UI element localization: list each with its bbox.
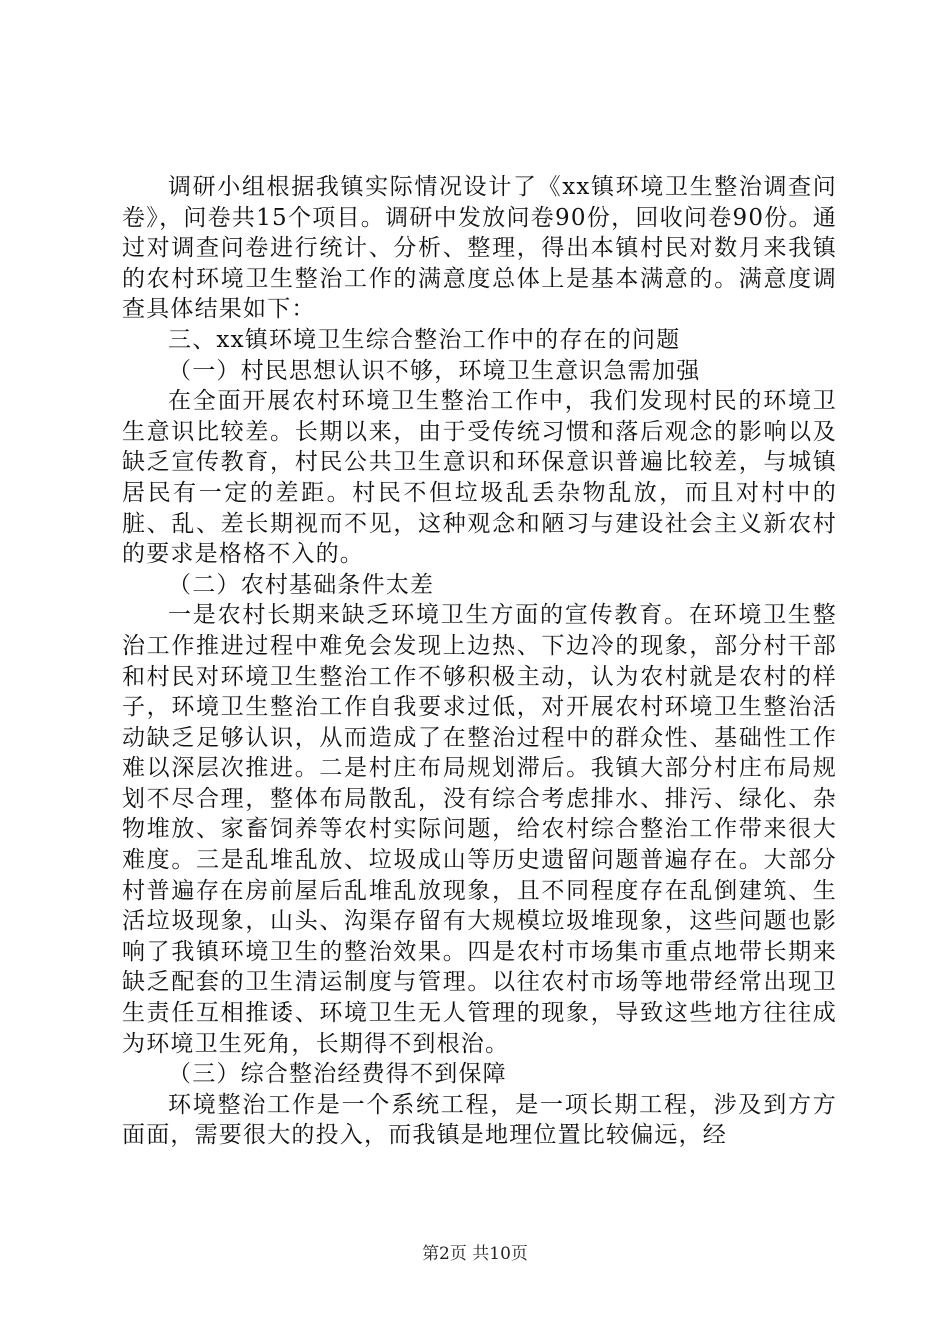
document-body [122, 172, 837, 1151]
subsection-heading-awareness: （一）村民思想认识不够，环境卫生意识急需加强 [168, 357, 701, 384]
subsection-heading-infrastructure: （二）农村基础条件太差 [168, 571, 435, 598]
page-footer: 第2页 共10页 [422, 1244, 528, 1264]
section-heading-problems: 三、xx镇环境卫生综合整治工作中的存在的问题 [168, 326, 681, 353]
subsection-heading-funding: （三）综合整治经费得不到保障 [168, 1061, 507, 1088]
paragraph-awareness: 在全面开展农村环境卫生整治工作中，我们发现村民的环境卫生意识比较差。长期以来，由于受传统习惯和落后观念的影响以及缺乏宣传教育，村民公共卫生意识和环保意识普遍比较差，与城镇居民有一定的差距。村民不但垃圾乱丢杂物乱放，而且对村中的脏、乱、差长期视而不见，这种观念和陋习与建设社会主义新农村的要求是格格不入的。 [122, 388, 837, 568]
paragraph-survey-intro: 调研小组根据我镇实际情况设计了《xx镇环境卫生整治调查问卷》，问卷共15个项目。调研中发放问卷90份，回收问卷90份。通过对调查问卷进行统计、分析、整理，得出本镇村民对数月来我镇的农村环境卫生整治工作的满意度总体上是基本满意的。满意度调查具体结果如下： [122, 174, 837, 323]
paragraph-funding: 环境整治工作是一个系统工程，是一项长期工程，涉及到方方面面，需要很大的投入，而我镇是地理位置比较偏远，经 [122, 1091, 837, 1149]
paragraph-infrastructure: 一是农村长期来缺乏环境卫生方面的宣传教育。在环境卫生整治工作推进过程中难免会发现上边热、下边冷的现象，部分村干部和村民对环境卫生整治工作不够积极主动，认为农村就是农村的样子，环境卫生整治工作自我要求过低，对开展农村环境卫生整治活动缺乏足够认识，从而造成了在整治过程中的群众性、基础性工作难以深层次推进。二是村庄布局规划滞后。我镇大部分村庄布局规划不尽合理，整体布局散乱，没有综合考虑排水、排污、绿化、杂物堆放、家畜饲养等农村实际问题，给农村综合整治工作带来很大难度。三是乱堆乱放、垃圾成山等历史遗留问题普遍存在。大部分村普遍存在房前屋后乱堆乱放现象，且不同程度存在乱倒建筑、生活垃圾现象，山头、沟渠存留有大规模垃圾堆现象，这些问题也影响了我镇环境卫生的整治效果。四是农村市场集市重点地带长期来缺乏配套的卫生清运制度与管理。以往农村市场等地带经常出现卫生责任互相推诿、环境卫生无人管理的现象，导致这些地方往往成为环境卫生死角，长期得不到根治。 [122, 602, 837, 1057]
